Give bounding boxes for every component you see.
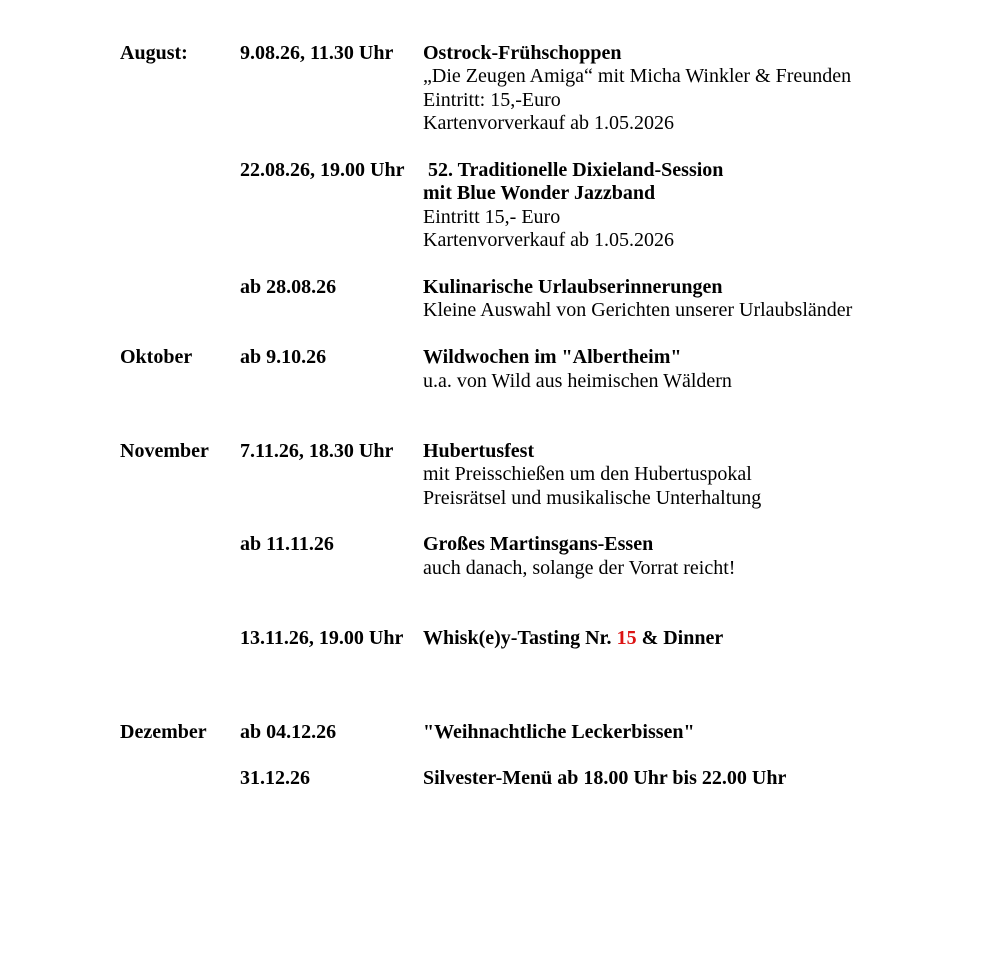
event-title-line: "Weihnachtliche Leckerbissen" (423, 720, 695, 743)
event-title-line: Ostrock-Frühschoppen (423, 42, 622, 64)
event-row (120, 533, 984, 580)
event-detail-line: Eintritt: 15,-Euro (423, 88, 561, 111)
event-date: ab 9.10.26 (240, 346, 327, 369)
event-detail-line: Kartenvorverkauf ab 1.05.2026 (423, 229, 675, 252)
event-title-line: Kulinarische Urlaubserinnerungen (423, 276, 723, 299)
event-description (423, 346, 984, 393)
event-detail-line: auch danach, solange der Vorrat reicht! (423, 556, 736, 579)
event-date: ab 04.12.26 (240, 720, 337, 743)
event-row (120, 346, 984, 393)
event-date: 31.12.26 (240, 767, 310, 790)
event-description (423, 276, 984, 323)
event-description (423, 533, 984, 580)
month-label: November (120, 439, 209, 462)
event-row (120, 276, 984, 323)
event-detail-line: Kleine Auswahl von Gerichten unserer Urlaubsländer (423, 299, 853, 322)
event-number-highlight: 15 (616, 627, 637, 650)
event-detail-line: mit Preisschießen um den Hubertuspokal (423, 463, 752, 486)
event-description (423, 440, 984, 510)
month-label: Dezember (120, 720, 207, 743)
event-description (423, 721, 984, 744)
event-schedule (120, 42, 984, 791)
event-date: 9.08.26, 11.30 Uhr (240, 42, 394, 64)
event-row (120, 42, 984, 136)
event-detail-line: Kartenvorverkauf ab 1.05.2026 (423, 112, 675, 135)
event-detail-line: Preisrätsel und musikalische Unterhaltung (423, 486, 762, 509)
event-row (120, 721, 984, 744)
event-detail-line: „Die Zeugen Amiga“ mit Micha Winkler & Freunden (423, 65, 852, 88)
event-date: ab 11.11.26 (240, 533, 334, 556)
event-detail-line: u.a. von Wild aus heimischen Wäldern (423, 369, 732, 392)
event-title-line: Hubertusfest (423, 439, 535, 462)
event-detail-line: Eintritt 15,- Euro (423, 205, 561, 228)
event-description (423, 159, 984, 253)
event-title-line: mit Blue Wonder Jazzband (423, 182, 656, 205)
event-title-line: Silvester-Menü ab 18.00 Uhr bis 22.00 Uhr (423, 767, 787, 790)
event-description (423, 42, 984, 136)
event-date: 22.08.26, 19.00 Uhr (240, 159, 405, 182)
month-label: Oktober (120, 346, 193, 369)
event-row (120, 767, 984, 790)
event-date: 13.11.26, 19.00 Uhr (240, 627, 404, 650)
event-row (120, 159, 984, 253)
event-date: ab 28.08.26 (240, 276, 337, 299)
event-title-text: Whisk(e)y-Tasting Nr. (423, 627, 617, 650)
event-row (120, 627, 984, 650)
event-description (423, 767, 984, 790)
event-date: 7.11.26, 18.30 Uhr (240, 439, 394, 462)
event-description (423, 627, 984, 650)
event-title-line (423, 627, 984, 650)
event-title-line: 52. Traditionelle Dixieland-Session (423, 159, 724, 182)
event-title-line: Großes Martinsgans-Essen (423, 533, 654, 556)
event-row (120, 440, 984, 510)
month-label: August: (120, 42, 188, 64)
event-title-line: Wildwochen im "Albertheim" (423, 346, 682, 369)
event-title-text: & Dinner (636, 627, 724, 650)
